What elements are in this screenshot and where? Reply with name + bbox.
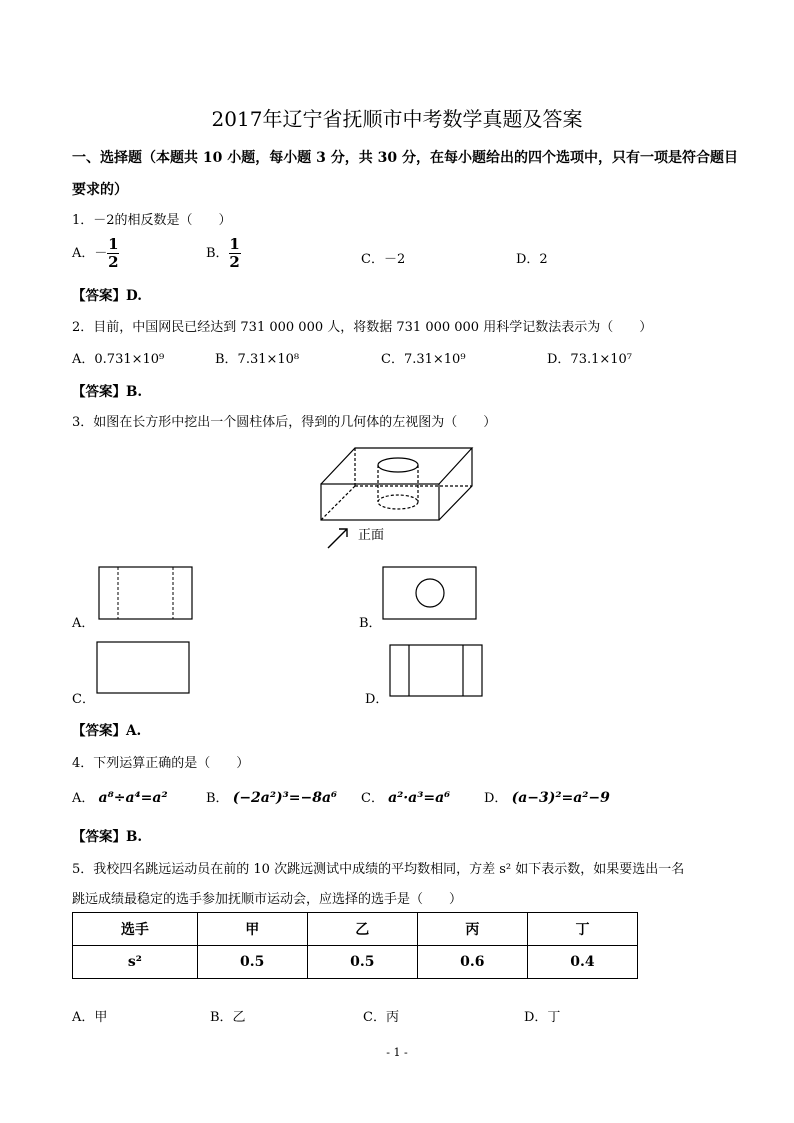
- q4-option-c-expression: a²·a³=a⁶: [388, 790, 451, 806]
- q3-stem: 3．如图在长方形中挖出一个圆柱体后，得到的几何体的左视图为（ ）: [72, 415, 497, 430]
- q5-option-b: B．乙: [210, 1010, 246, 1025]
- q4-option-d-expression: (a−3)²=a²−9: [511, 790, 610, 806]
- table-cell: 0.5: [197, 946, 307, 979]
- q5-stem-line1: 5．我校四名跳远运动员在前的 10 次跳远测试中成绩的平均数相同，方差 s² 如下表示数，如果要选出一名: [72, 862, 685, 877]
- q2-option-d: D．73.1×10⁷: [547, 352, 633, 367]
- table-cell: 乙: [307, 913, 417, 946]
- table-row: [73, 946, 638, 979]
- q2-option-c: C．7.31×10⁹: [381, 352, 466, 367]
- table-cell: 0.6: [417, 946, 527, 979]
- front-label: 正面: [358, 528, 385, 543]
- fraction-numerator: 1: [108, 235, 119, 253]
- q1-option-d: D．2: [516, 252, 548, 267]
- q3-option-a-label: A．: [72, 616, 95, 631]
- q4-option-d-label: D．: [484, 791, 508, 806]
- q2-answer: 【答案】B.: [72, 384, 143, 400]
- q1-option-a: [72, 236, 119, 271]
- q4-option-c-label: C．: [361, 791, 384, 806]
- q3-option-d-label: D．: [365, 692, 389, 707]
- cylinder-bottom-ellipse: [378, 495, 418, 509]
- table-cell: s²: [73, 946, 198, 979]
- q3-answer: 【答案】A.: [72, 723, 142, 739]
- q1-stem: 1．－2的相反数是（ ）: [72, 213, 232, 228]
- table-header-row: [73, 913, 638, 946]
- q3-option-c-figure: [96, 641, 192, 696]
- q5-option-c: C．丙: [363, 1010, 399, 1025]
- q1-option-b-prefix: B．: [206, 246, 229, 261]
- q2-option-a: A．0.731×10⁹: [72, 352, 165, 367]
- table-cell: 选手: [73, 913, 198, 946]
- section-heading-line1: 一、选择题（本题共 10 小题，每小题 3 分，共 30 分，在每小题给出的四个选项中，只有一项是符合题目: [72, 150, 738, 166]
- page-number: - 1 -: [386, 1046, 408, 1059]
- q1-option-b: [206, 236, 241, 271]
- q4-answer: 【答案】B.: [72, 829, 143, 845]
- q4-option-b-label: B．: [206, 791, 229, 806]
- q4-option-d: [484, 787, 610, 806]
- q1-option-a-fraction: [107, 236, 119, 271]
- fraction-numerator: 1: [229, 235, 240, 253]
- table-cell: 甲: [197, 913, 307, 946]
- q4-option-b: [206, 787, 337, 806]
- box-right-face: [439, 448, 472, 520]
- q3-option-c-label: C．: [72, 692, 95, 707]
- fraction-denominator: 2: [108, 253, 119, 271]
- q1-answer: 【答案】D.: [72, 288, 142, 304]
- q4-option-c: [361, 787, 450, 806]
- arrow-icon: [328, 529, 347, 548]
- q3-option-a-figure: [98, 566, 194, 622]
- fraction-denominator: 2: [229, 253, 240, 271]
- q1-option-c: C．－2: [361, 252, 406, 267]
- q3-solid-figure: [318, 444, 480, 554]
- table-cell: 丁: [527, 913, 637, 946]
- q1-option-a-prefix: A．－: [72, 246, 108, 261]
- q5-stem-line2: 跳远成绩最稳定的选手参加抚顺市运动会，应选择的选手是（ ）: [72, 892, 463, 907]
- table-cell: 丙: [417, 913, 527, 946]
- section-heading-line2: 要求的）: [72, 182, 128, 198]
- q5-option-d: D．丁: [524, 1010, 561, 1025]
- q2-stem: 2．目前，中国网民已经达到 731 000 000 人，将数据 731 000 000 用科学记数法表示为（ ）: [72, 320, 653, 335]
- table-cell: 0.5: [307, 946, 417, 979]
- page-title: 2017年辽宁省抚顺市中考数学真题及答案: [211, 107, 583, 131]
- q3-option-b-label: B．: [359, 616, 382, 631]
- variance-table: [72, 912, 638, 979]
- q4-stem: 4．下列运算正确的是（ ）: [72, 756, 250, 771]
- q4-option-a: [72, 787, 168, 806]
- box-top-face: [321, 448, 472, 484]
- q4-option-a-label: A．: [72, 791, 95, 806]
- cylinder-top-ellipse: [378, 458, 418, 472]
- q1-option-b-fraction: [229, 236, 241, 271]
- q3-option-d-figure: [389, 644, 485, 699]
- table-cell: 0.4: [527, 946, 637, 979]
- circle-shape: [416, 579, 444, 607]
- q3-option-b-figure: [382, 566, 478, 622]
- q4-option-b-expression: (−2a²)³=−8a⁶: [232, 790, 338, 806]
- q4-option-a-expression: a⁸÷a⁴=a²: [98, 790, 168, 806]
- q5-option-a: A．甲: [72, 1010, 108, 1025]
- q2-option-b: B．7.31×10⁸: [215, 352, 300, 367]
